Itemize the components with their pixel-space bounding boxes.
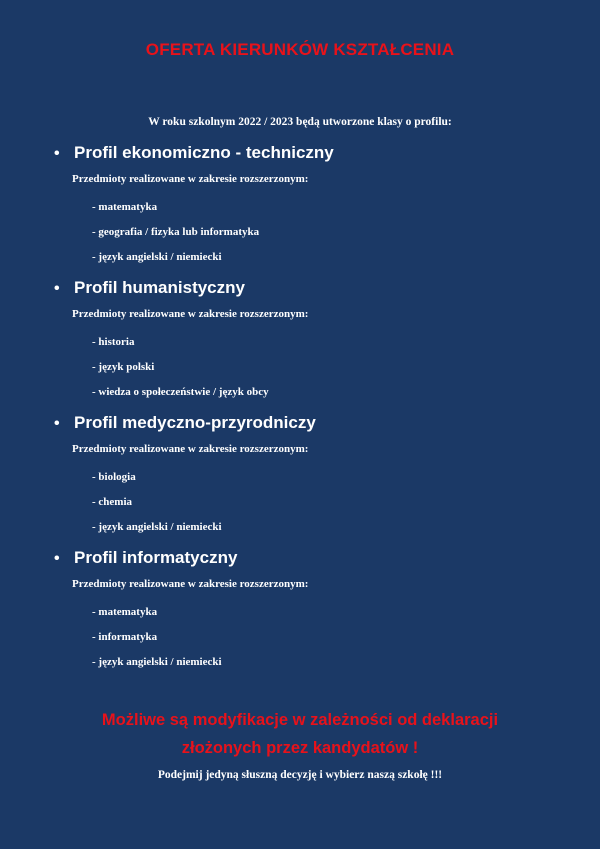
bullet-icon: •: [54, 415, 60, 432]
profile-heading: [54, 143, 334, 163]
profile-name: Profil ekonomiczno - techniczny: [74, 143, 334, 162]
profile-heading: [54, 548, 237, 568]
notice-line: Możliwe są modyfikacje w zależności od deklaracji: [101, 711, 499, 729]
profile-heading: [54, 278, 245, 298]
subject-item: - wiedza o społeczeństwie / język obcy: [92, 386, 269, 398]
modification-notice: [0, 706, 600, 762]
closing-text: Podejmij jedyną słuszną decyzję i wybierz naszą szkołę !!!: [157, 769, 443, 781]
bullet-icon: •: [54, 550, 60, 567]
profile-name: Profil humanistyczny: [74, 278, 245, 297]
subject-item: - język angielski / niemiecki: [92, 251, 222, 263]
notice-line: złożonych przez kandydatów !: [181, 739, 419, 757]
profile-name: Profil informatyczny: [74, 548, 238, 567]
subject-item: - język polski: [92, 361, 155, 373]
subject-item: - geografia / fizyka lub informatyka: [92, 226, 260, 238]
intro-text: W roku szkolnym 2022 / 2023 będą utworzone klasy o profilu:: [148, 116, 452, 128]
profile-subtitle: Przedmioty realizowane w zakresie rozszerzonym:: [72, 443, 309, 455]
subject-item: - informatyka: [92, 631, 158, 643]
subject-item: - matematyka: [92, 606, 158, 618]
profile-subtitle: Przedmioty realizowane w zakresie rozszerzonym:: [72, 308, 309, 320]
subject-item: - historia: [92, 336, 135, 348]
subject-item: - biologia: [92, 471, 136, 483]
subject-item: - język angielski / niemiecki: [92, 521, 222, 533]
profile-subtitle: Przedmioty realizowane w zakresie rozszerzonym:: [72, 173, 309, 185]
bullet-icon: •: [54, 280, 60, 297]
subject-item: - język angielski / niemiecki: [92, 656, 222, 668]
page-title: OFERTA KIERUNKÓW KSZTAŁCENIA: [145, 40, 455, 59]
profile-subtitle: Przedmioty realizowane w zakresie rozszerzonym:: [72, 578, 309, 590]
subject-item: - matematyka: [92, 201, 158, 213]
profile-name: Profil medyczno-przyrodniczy: [74, 413, 316, 432]
profile-heading: [54, 413, 316, 433]
subject-item: - chemia: [92, 496, 133, 508]
bullet-icon: •: [54, 145, 60, 162]
